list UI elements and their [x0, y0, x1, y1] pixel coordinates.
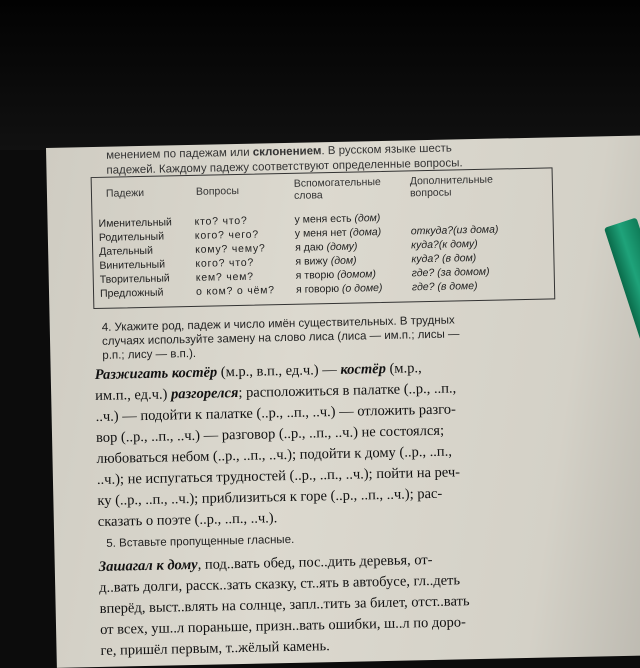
header-questions: Вопросы: [195, 184, 240, 198]
text-line: вор (..р., ..п., ..ч.) — разговор (..р., ..п., ..ч.) не состоялся;: [95, 422, 445, 447]
text-line: д..вать долги, расск..зать сказку, ст..ять в автобусе, гл..деть: [99, 572, 461, 596]
table-row: Именительный кто? что? у меня есть (дом): [98, 212, 381, 230]
table-row: Винительный кого? что? я вижу (дом) куда? (в дом): [99, 252, 477, 272]
text-line: Разжигать костёр (м.р., в.п., ед.ч.) — костёр (м.р.,: [94, 360, 422, 384]
intro-line-1: менением по падежам или склонением. В русском языке шесть: [106, 142, 452, 162]
header-additional: Дополнительные вопросы: [409, 173, 494, 200]
table-row: Родительный кого? чего? у меня нет (дома) откуда?(из дома): [98, 223, 499, 244]
text-line: ку (..р., ..п., ..ч.); приблизиться к горе (..р., ..п., ..ч.); рас-: [97, 485, 443, 509]
task-4-heading: 4. Укажите род, падеж и число имён существительных. В трудных случаях используйте замену на слово лиса (лиса — им.п.; лисы — р.п.; лису — в.п.).: [101, 314, 460, 362]
text-line: им.п., ед.ч.) разгорелся; расположиться в палатке (..р., ..п.,: [95, 380, 457, 405]
text-line: Зашагал к дому, под..вать обед, пос..дить деревья, от-: [98, 551, 433, 575]
text-line: любоваться небом (..р., ..п., ..ч.); подойти к дому (..р., ..п.,: [96, 443, 453, 468]
case-table: [91, 167, 556, 309]
text-line: ге, пришёл первым, т..жёлый камень.: [100, 638, 330, 659]
task-4-body: [95, 357, 462, 533]
table-row: Творительный кем? чем? я творю (домом) где? (за домом): [99, 265, 490, 286]
text-line: вперёд, выст..влять на солнце, запл..тить за билет, отст..вать: [99, 593, 470, 617]
table-row: Предложный о ком? о чём? я говорю (о доме) где? (в доме): [99, 279, 478, 300]
task-5-heading: 5. Вставьте пропущенные гласные.: [106, 533, 295, 550]
dark-background-top: [0, 0, 640, 150]
text-line: ..ч.) — подойти к палатке (..р., ..п., ..ч.) — отложить разго-: [95, 401, 456, 426]
textbook-page: [46, 135, 640, 668]
header-case: Падежи: [105, 186, 145, 200]
intro-line-2: падежей. Каждому падежу соответствуют определенные вопросы.: [106, 157, 463, 177]
task-5-body: [99, 549, 471, 662]
table-row: Дательный кому? чему? я даю (дому) куда?(к дому): [99, 237, 478, 258]
text-line: сказать о поэте (..р., ..п., ..ч.).: [97, 510, 278, 530]
text-line: от всех, уш..л пораньше, призн..вать ошибки, ш..л по доро-: [99, 614, 467, 638]
text-line: ..ч.); не испугаться трудностей (..р., ..п., ..ч.); пойти на реч-: [96, 464, 461, 489]
header-aux: Вспомогательные слова: [293, 175, 381, 202]
